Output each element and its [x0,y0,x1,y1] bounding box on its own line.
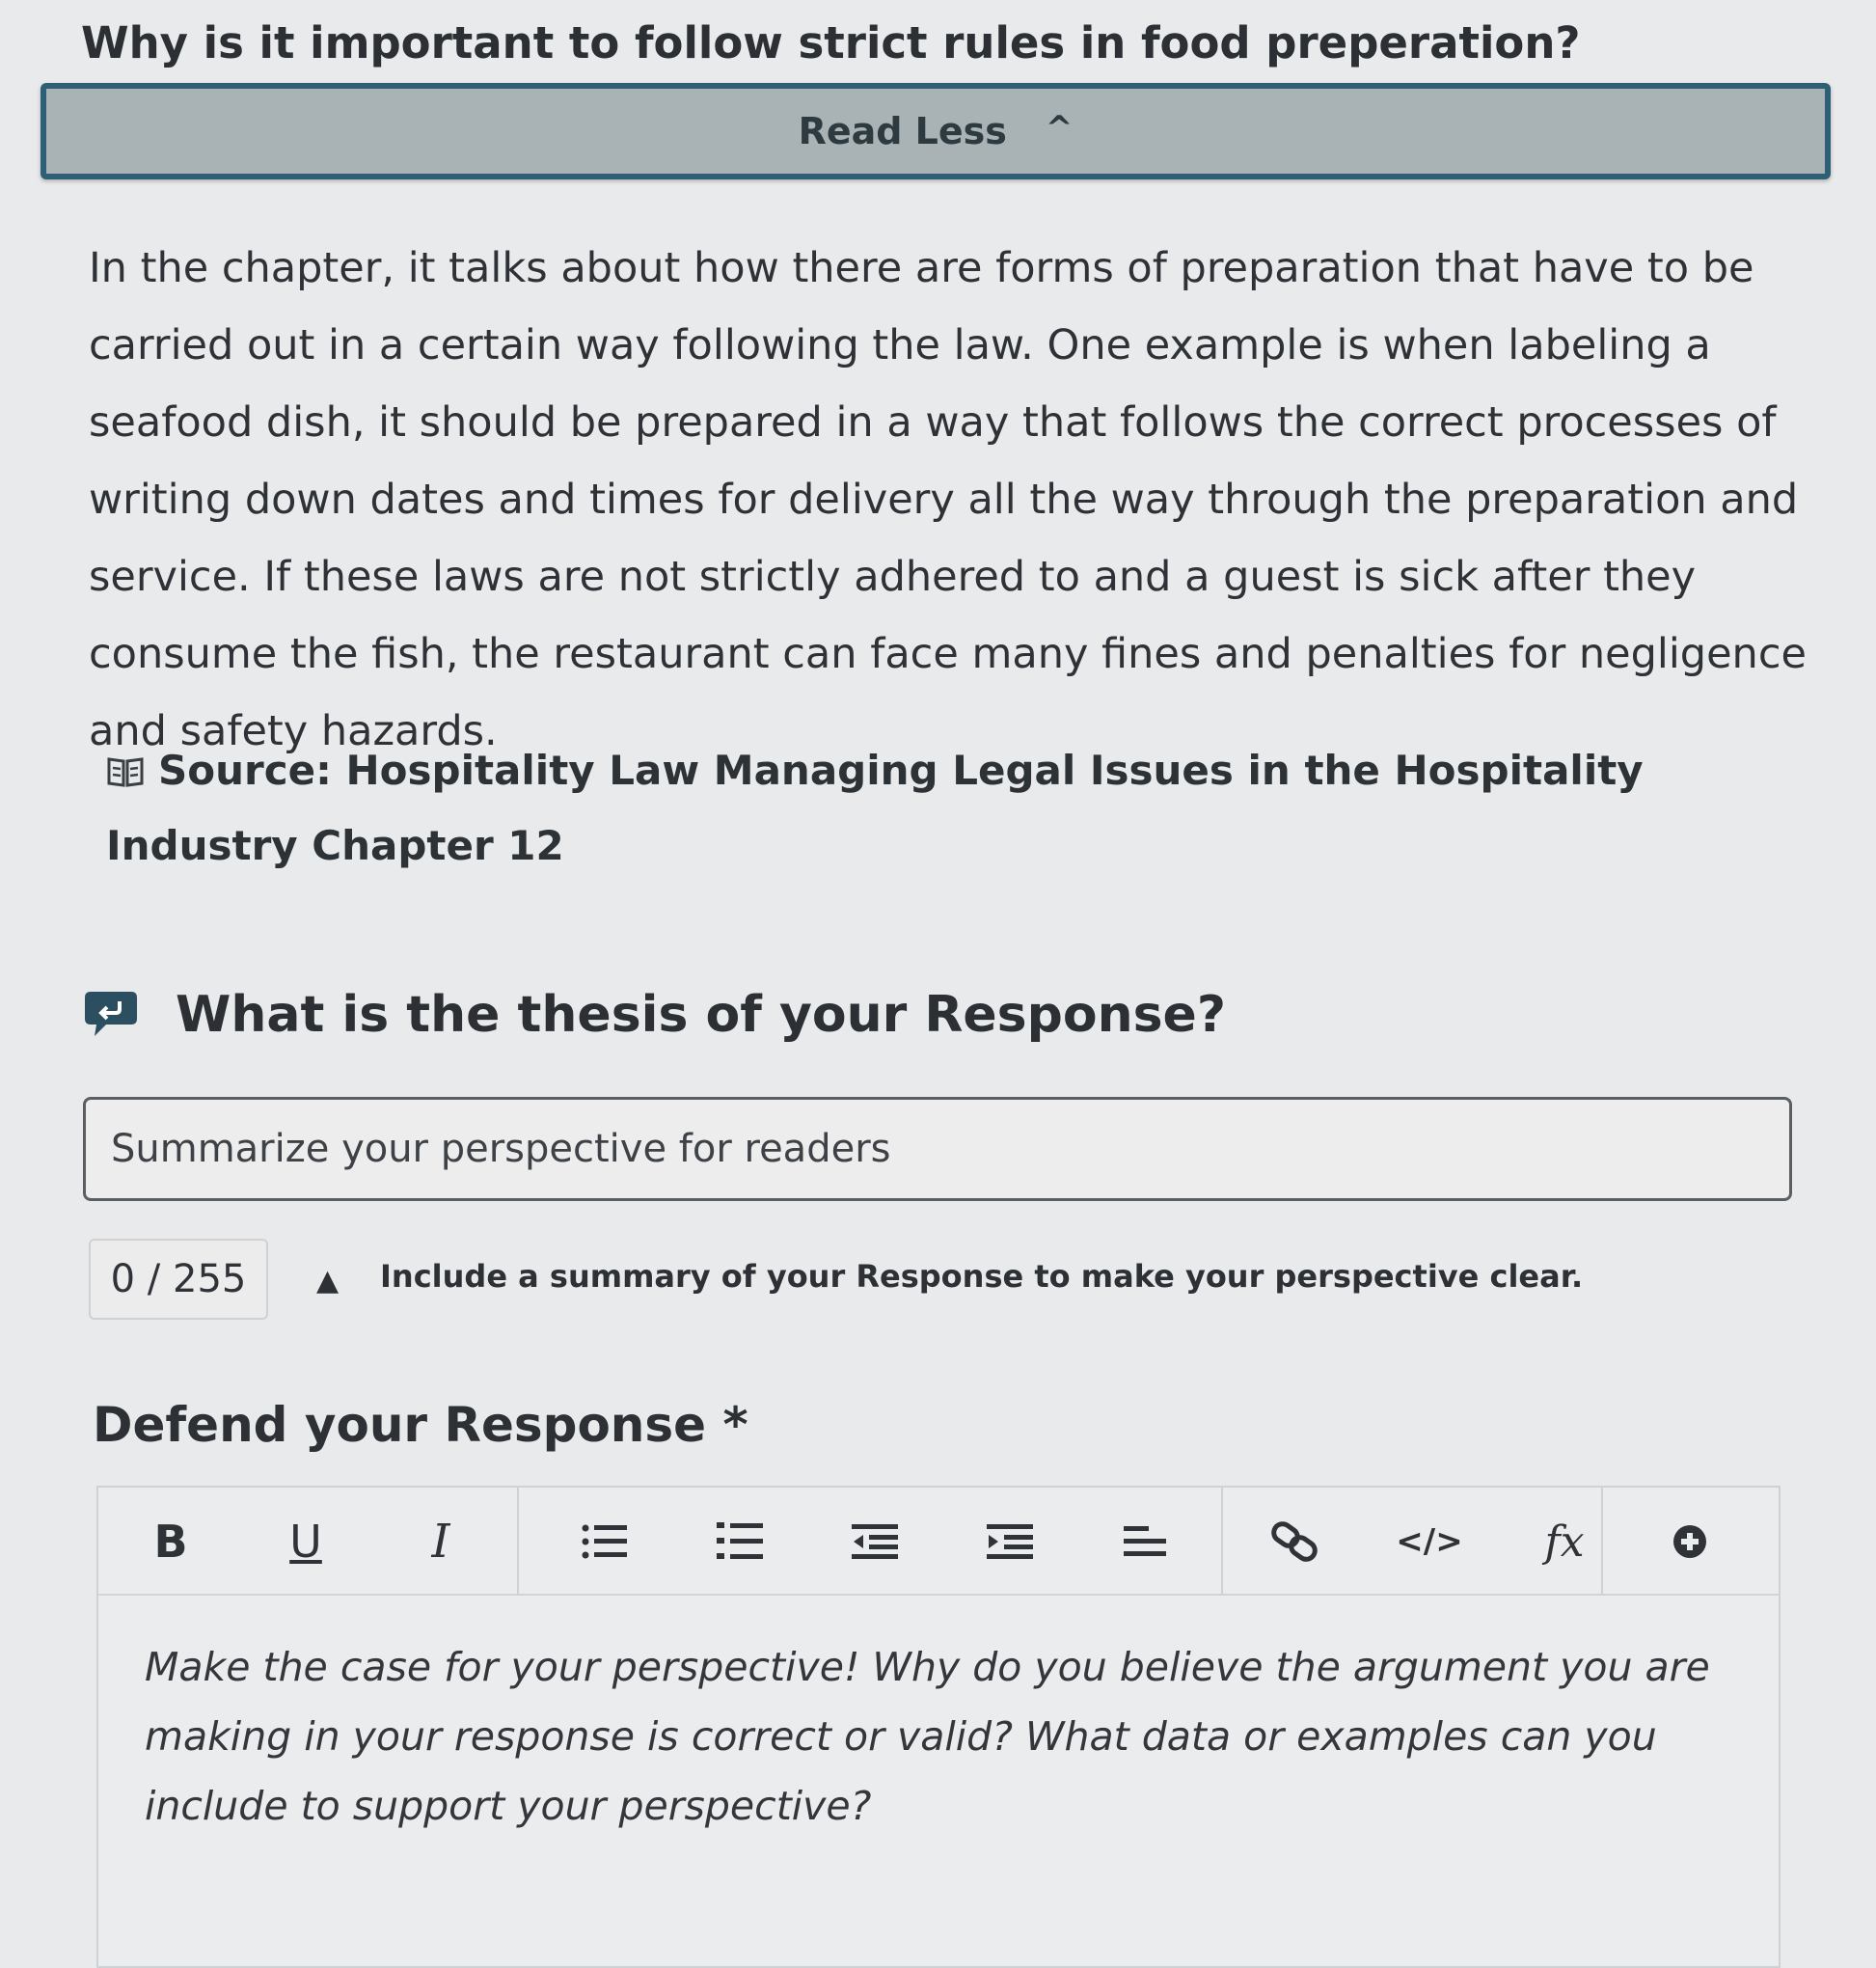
italic-icon[interactable]: I [431,1515,450,1569]
source-text: Source: Hospitality Law Managing Legal Issues in the Hospitality Industry Chapter 12 [106,747,1644,869]
speech-bubble-reply-icon [81,988,141,1042]
thesis-input[interactable] [83,1097,1792,1201]
editor-toolbar [98,1488,1779,1596]
read-less-label: Read Less [798,110,1007,152]
question-title: Why is it important to follow strict rules in food preperation? [81,17,1581,68]
thesis-heading-text: What is the thesis of your Response? [176,986,1226,1044]
underline-icon[interactable]: U [289,1516,322,1568]
bullet-list-icon[interactable] [571,1488,639,1596]
outdent-icon[interactable] [841,1488,909,1596]
defend-heading: Defend your Response * [93,1397,748,1453]
rich-text-editor[interactable] [96,1486,1781,1968]
char-count-badge: 0 / 255 [89,1239,268,1320]
formula-icon[interactable]: fx [1544,1517,1585,1567]
read-less-button[interactable] [41,83,1831,179]
response-body-text: In the chapter, it talks about how there are forms of preparation that have to be carried out in a certain way following the law. One example is when labeling a seafood dish, it should be prepared in a way that follows the correct processes of writing down dates and times for delivery all the way through the preparation and service. If these laws are not strictly adhered to and a guest is sick after they consume the fish, the restaurant can face many fines and penalties for negligence and safety hazards. [89,244,1807,755]
bold-icon[interactable]: B [153,1516,188,1568]
source-citation [106,733,1746,884]
book-icon [106,737,145,770]
thesis-heading [81,986,1226,1044]
thesis-hint-text: Include a summary of your Response to make your perspective clear. [380,1258,1584,1295]
indent-icon[interactable] [976,1488,1044,1596]
chevron-up-icon: ^ [1045,109,1074,148]
numbered-list-icon[interactable] [706,1488,774,1596]
warning-triangle-icon: ▲ [316,1264,340,1298]
align-icon[interactable] [1111,1488,1179,1596]
link-icon[interactable] [1246,1488,1343,1596]
editor-placeholder: Make the case for your perspective! Why do you believe the argument you are making in your response is correct or valid? What data or examples can you include to support your perspective? [145,1644,1710,1829]
code-icon[interactable]: </> [1396,1522,1463,1561]
plus-circle-icon[interactable] [1642,1488,1738,1596]
